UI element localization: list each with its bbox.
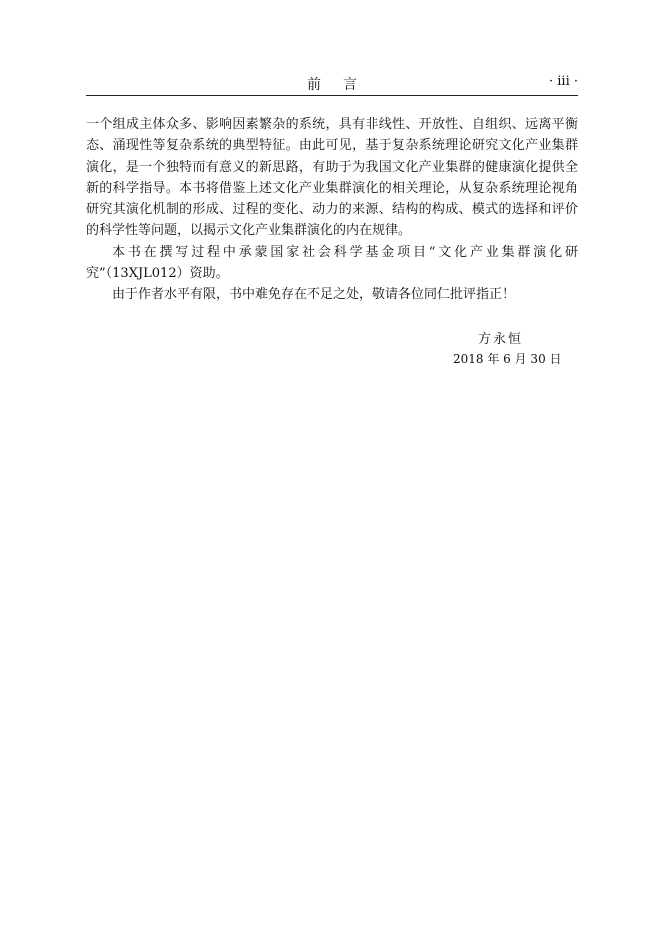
running-header: [86, 72, 578, 94]
page-number: · iii ·: [548, 74, 578, 89]
paragraph-acknowledgement: 由于作者水平有限，书中难免存在不足之处，敬请各位同仁批评指正！: [112, 287, 516, 303]
header-divider: [86, 95, 578, 96]
header-title: 前言: [307, 77, 379, 93]
signature-date: 2018 年 6 月 30 日: [453, 352, 562, 366]
author-signature: 方永恒: [478, 332, 524, 347]
paragraph-continuation: 一个组成主体众多、影响因素繁杂的系统，具有非线性、开放性、自组织、远离平衡态、涌现性等复杂系统的典型特征。由此可见，基于复杂系统理论研究文化产业集群演化，是一个独特而有意义的新思路，有助于为我国文化产业集群的健康演化提供全新的科学指导。本书将借鉴上述文化产业集群演化的相关理论，从复杂系统理论视角研究其演化机制的形成、过程的变化、动力的来源、结构的构成、模式的选择和评价的科学性等问题，以揭示文化产业集群演化的内在规律。: [86, 117, 578, 239]
preface-body: [86, 114, 578, 306]
paragraph-funding: 本书在撰写过程中承蒙国家社会科学基金项目“文化产业集群演化研究”（13XJL012）资助。: [86, 244, 578, 282]
